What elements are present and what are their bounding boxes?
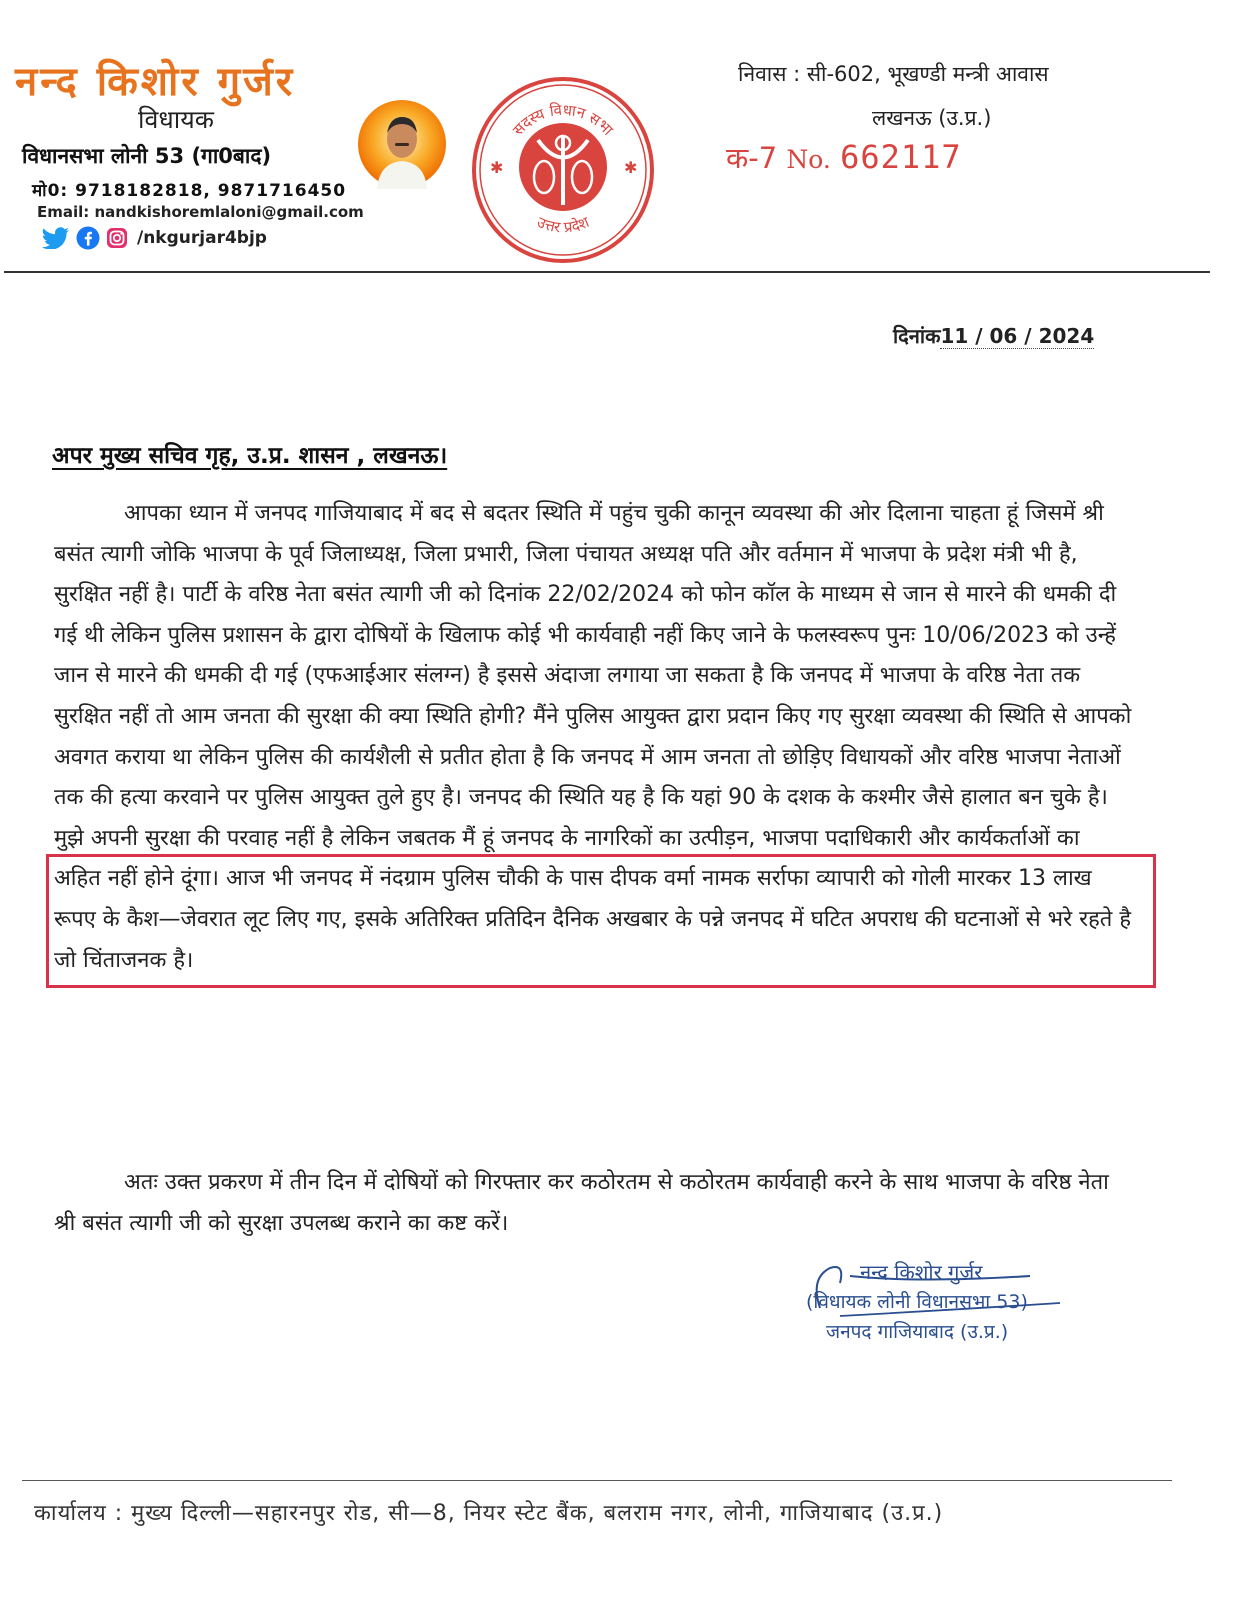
signature-designation: (विधायक लोनी विधानसभा 53) (806, 1291, 1028, 1313)
body-line: पंचायत अध्यक्ष पति और वर्तमान में भाजपा के प्रदेश मंत्री भी है, सुरक्षित नहीं है। पार्टी के वरिष्ठ नेता (54, 541, 1078, 608)
body-line: अपनी सुरक्षा की परवाह नहीं है लेकिन जबतक मैं हूं जनपद के नागरिकों का उत्पीड़न, भाजपा (90, 825, 819, 851)
body-line: बसंत त्यागी जी को दिनांक 22/02/2024 को फोन कॉल के माध्यम से जान से मारने की धमकी दी (332, 582, 1117, 608)
svg-text:उत्तर प्रदेश (534, 213, 592, 237)
header-divider (4, 271, 1210, 273)
serial-no-label: No. (786, 145, 831, 174)
twitter-icon (42, 227, 70, 249)
body-line: अतः उक्त प्रकरण में तीन दिन में दोषियों को गिरफ्तार कर कठोरतम से कठोरतम कार्यवाही (124, 1170, 828, 1195)
body-line: ओर दिलाना चाहता हूं जिसमें श्री बसंत त्यागी जोकि भाजपा के पूर्व जिलाध्यक्ष, जिला प्रभारी, जिला (54, 501, 1104, 567)
body-paragraph-2 (54, 1163, 1132, 1244)
social-handle: /nkgurjar4bjp (137, 228, 267, 248)
letter-date (893, 322, 1094, 349)
footer-address: कार्यालय : मुख्य दिल्ली—सहारनपुर रोड, सी—8, नियर स्टेट बैंक, बलराम नगर, लोनी, गाजियाबाद (उ.प्र.) (34, 1501, 944, 1526)
facebook-icon (76, 226, 100, 250)
date-value: 11 / 06 / 2024 (940, 324, 1095, 348)
body-line: हुए है। जनपद की स्थिति यह है कि यहां 90 के दशक के कश्मीर जैसे हालात बन चुके है। मुझे (54, 785, 1108, 851)
highlight-box (46, 854, 1156, 988)
body-line: रहते है जो चिंताजनक है। (54, 906, 1132, 973)
body-line: फलस्वरूप पुनः 10/06/2023 को उन्हें जान से मारने की धमकी दी गई (एफआईआर संलग्न) है (54, 622, 1116, 689)
vidhan-sabha-seal (468, 75, 658, 265)
body-line: इससे अंदाजा लगाया जा सकता है कि जनपद में भाजपा के वरिष्ठ नेता तक सुरक्षित नहीं तो आम (54, 663, 1081, 729)
body-line: जनता की सुरक्षा की क्या स्थिति होगी? मैंने पुलिस आयुक्त द्वारा प्रदान किए गए सुरक्षा व्यवस्था की (223, 703, 992, 729)
signature-district: जनपद गाजियाबाद (उ.प्र.) (826, 1321, 1009, 1343)
seal-bottom-text: उत्तर प्रदेश (534, 212, 592, 237)
signature-name: नन्द किशोर गुर्जर (860, 1260, 983, 1284)
letterhead-email: Email: nandkishoremlaloni@gmail.com (37, 203, 364, 221)
seal-star-left: ✱ (490, 158, 504, 177)
recipient: अपर मुख्य सचिव गृह, उ.प्र. शासन , लखनऊ। (52, 443, 448, 469)
seal-star-right: ✱ (624, 158, 638, 177)
date-label: दिनांक (893, 324, 941, 348)
social-links (42, 226, 267, 250)
serial-prefix: क-7 (726, 141, 778, 175)
letterhead-name: नन्द किशोर गुर्जर (15, 59, 296, 105)
letterhead-constituency: विधानसभा लोनी 53 (गा0बाद) (22, 144, 272, 168)
body-line: गए, इसके अतिरिक्त प्रतिदिन दैनिक अखबार के पन्ने जनपद में घटित अपराध की घटनाओं से भरे (316, 906, 1073, 932)
seal-top-text: सदस्य विधान सभा (508, 100, 617, 140)
body-line: पदाधिकारी और कार्यकर्ताओं का अहित नहीं होने दूंगा। आज भी जनपद में नंदग्राम पुलिस चौकी के (54, 825, 1080, 892)
letterhead-designation: विधायक (138, 105, 214, 134)
body-line: जनता तो छोड़िए विधायकों और वरिष्ठ भाजपा नेताओं तक की हत्या करवाने पर पुलिस आयुक्त तुले (54, 744, 1121, 811)
body-line: करने के साथ भाजपा के वरिष्ठ नेता श्री बसंत त्यागी जी को सुरक्षा उपलब्ध कराने का कष्ट करें। (54, 1170, 1109, 1236)
letterhead-mobile: मो0: 9718182818, 9871716450 (32, 181, 347, 201)
body-line: आपका ध्यान में जनपद गाजियाबाद में बद से बदतर स्थिति में पहुंच चुकी कानून व्यवस्था की (124, 501, 842, 526)
serial-number (726, 138, 962, 177)
portrait-image (357, 99, 447, 189)
body-line: गई थी लेकिन पुलिस प्रशासन के द्वारा दोषियों के खिलाफ कोई भी कार्यवाही नहीं किए जाने के (54, 622, 790, 648)
serial-value: 662117 (840, 138, 962, 176)
footer-divider (22, 1480, 1172, 1481)
residence-line-1: निवास : सी-602, भूखण्डी मन्त्री आवास (738, 62, 1049, 86)
residence-line-2: लखनऊ (उ.प्र.) (872, 106, 992, 130)
instagram-icon (106, 227, 128, 249)
body-line: पास दीपक वर्मा नामक सर्राफा व्यापारी को गोली मारकर 13 लाख रूपए के कैश—जेवरात लूट लिए (54, 866, 1092, 932)
body-line: स्थिति से आपको अवगत कराया था लेकिन पुलिस की कार्यशैली से प्रतीत होता है कि जनपद में आम (54, 703, 1132, 770)
